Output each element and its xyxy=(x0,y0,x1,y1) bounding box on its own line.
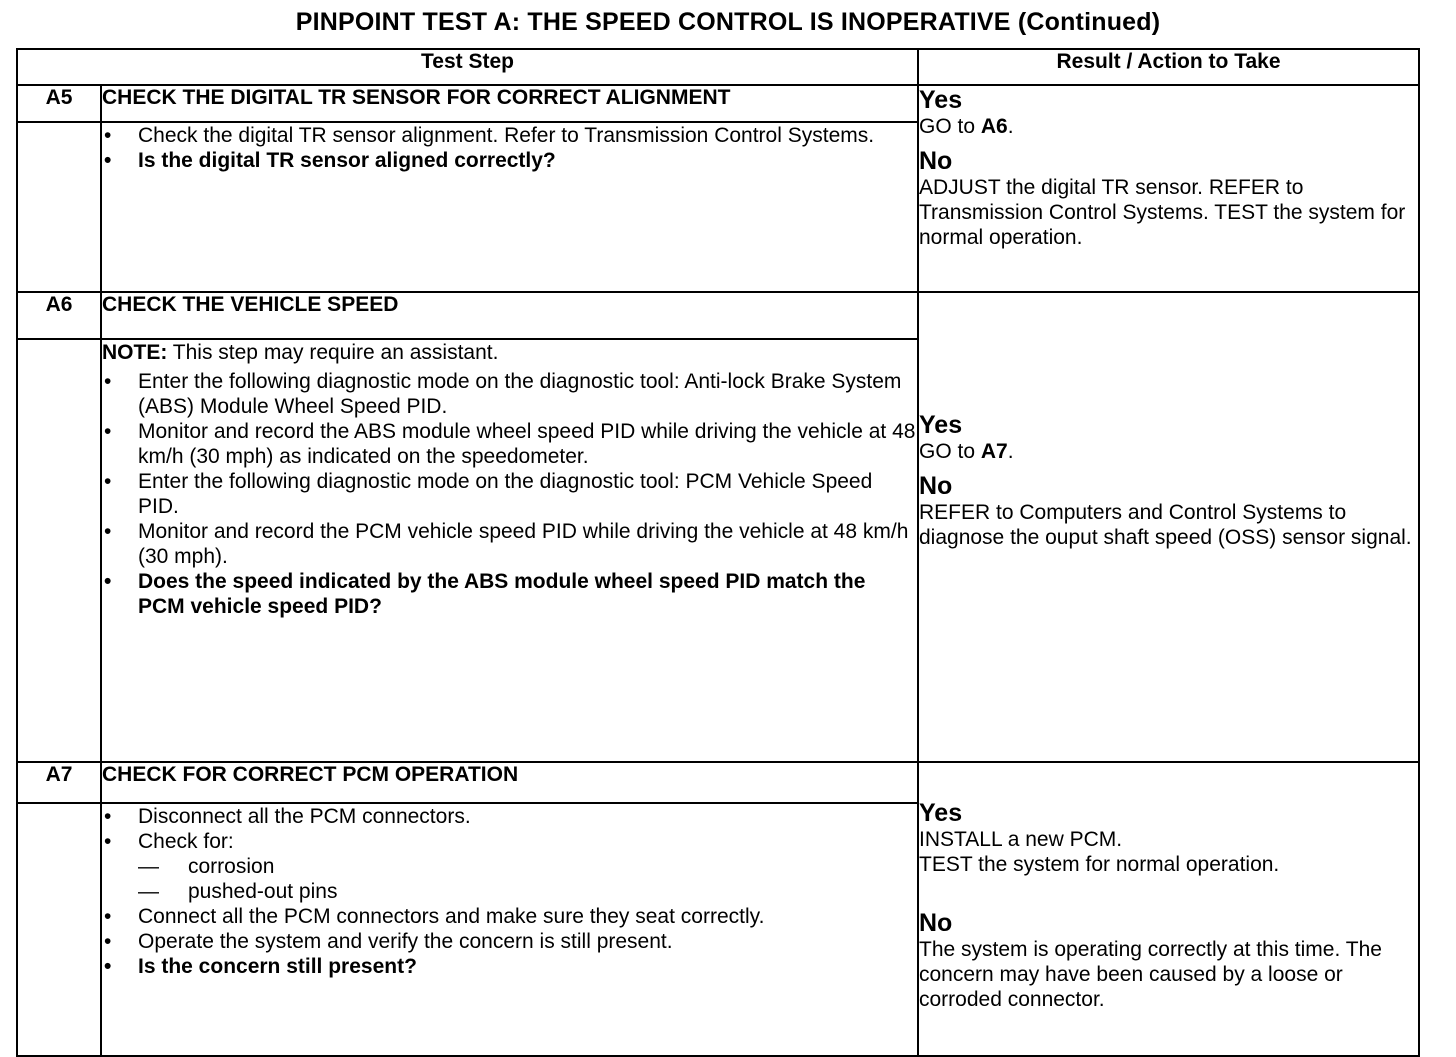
step-a6-title-row xyxy=(17,292,1419,339)
list-item: • Monitor and record the ABS module wheel speed PID while driving the vehicle at 48 km/h (30 mph) as indicated on the speedometer. xyxy=(104,420,916,469)
yes-action: GO to A7. xyxy=(919,440,1014,463)
sub-list-item: — pushed-out pins xyxy=(138,879,338,903)
list-item: • Check for: — corrosion — pushed-out pins xyxy=(102,829,917,904)
no-action: The system is operating correctly at this time. The concern may have been caused by a loose or corroded connector. xyxy=(919,938,1382,1011)
table-header-row xyxy=(17,49,1419,85)
list-item: • Enter the following diagnostic mode on the diagnostic tool: Anti-lock Brake System (ABS) Module Wheel Speed PID. xyxy=(104,370,902,419)
yes-label: Yes xyxy=(919,411,963,439)
step-a7-result xyxy=(918,762,1419,1056)
step-id: A6 xyxy=(17,292,101,339)
sub-list-item: — corrosion xyxy=(138,854,275,878)
list-item-question: • Is the digital TR sensor aligned correctly? xyxy=(104,148,556,172)
page-title: PINPOINT TEST A: THE SPEED CONTROL IS INOPERATIVE (Continued) xyxy=(295,8,1161,36)
step-title: CHECK THE DIGITAL TR SENSOR FOR CORRECT ALIGNMENT xyxy=(101,85,918,122)
sub-list xyxy=(138,854,917,904)
list-item: • Connect all the PCM connectors and make sure they seat correctly. xyxy=(104,904,765,928)
no-action: ADJUST the digital TR sensor. REFER to Transmission Control Systems. TEST the system for normal operation. xyxy=(919,176,1406,249)
list-item-question: • Is the concern still present? xyxy=(104,954,417,978)
no-action: REFER to Computers and Control Systems to diagnose the ouput shaft speed (OSS) sensor signal. xyxy=(919,501,1412,549)
yes-action: GO to A6. xyxy=(919,115,1014,138)
step-a5-result xyxy=(918,85,1419,292)
header-result: Result / Action to Take xyxy=(918,49,1419,85)
list-item-question: • Does the speed indicated by the ABS module wheel speed PID match the PCM vehicle speed PID? xyxy=(104,570,866,619)
list-item: • Operate the system and verify the concern is still present. xyxy=(104,929,673,953)
pinpoint-test-table xyxy=(16,48,1420,1057)
step-a5-body xyxy=(101,122,918,292)
header-test-step: Test Step xyxy=(17,49,918,85)
no-label: No xyxy=(919,472,953,500)
step-a7-title-row xyxy=(17,762,1419,803)
yes-action-line2: TEST the system for normal operation. xyxy=(919,853,1280,876)
yes-label: Yes xyxy=(919,86,963,114)
step-list xyxy=(102,369,917,619)
list-item: • Disconnect all the PCM connectors. xyxy=(104,804,471,828)
no-label: No xyxy=(919,147,953,175)
step-a6-body xyxy=(101,339,918,762)
step-a6-result xyxy=(918,292,1419,762)
no-label: No xyxy=(919,909,953,937)
list-item: • Enter the following diagnostic mode on the diagnostic tool: PCM Vehicle Speed PID. xyxy=(104,470,873,519)
step-id: A5 xyxy=(17,85,101,122)
list-item: • Check the digital TR sensor alignment. Refer to Transmission Control Systems. xyxy=(104,123,875,147)
note: NOTE: This step may require an assistant. xyxy=(102,341,499,365)
step-title: CHECK THE VEHICLE SPEED xyxy=(101,292,918,339)
step-a7-body xyxy=(101,803,918,1056)
yes-label: Yes xyxy=(919,799,963,827)
step-list xyxy=(102,123,917,173)
step-list xyxy=(102,804,917,979)
step-id: A7 xyxy=(17,762,101,803)
yes-action-line1: INSTALL a new PCM. xyxy=(919,828,1123,851)
list-item: • Monitor and record the PCM vehicle speed PID while driving the vehicle at 48 km/h (30 mph). xyxy=(104,520,909,569)
step-title: CHECK FOR CORRECT PCM OPERATION xyxy=(101,762,918,803)
step-a5-title-row xyxy=(17,85,1419,122)
